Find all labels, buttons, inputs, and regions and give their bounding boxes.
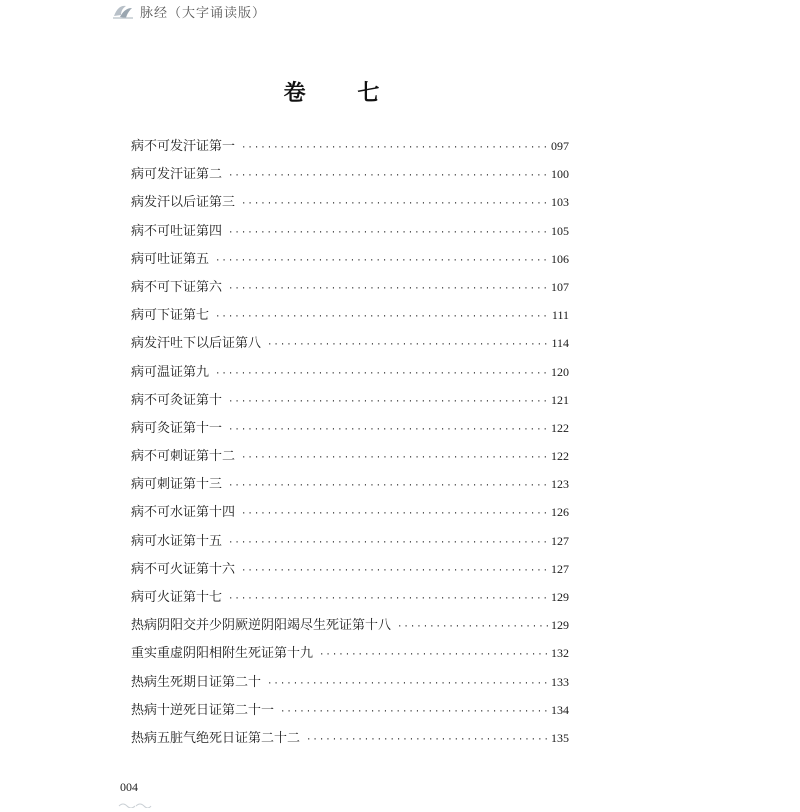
toc-entry-page: 120 bbox=[551, 364, 569, 379]
toc-entry-page: 097 bbox=[551, 139, 569, 153]
toc-entry[interactable] bbox=[131, 358, 569, 386]
toc-entry-page: 123 bbox=[551, 477, 569, 492]
toc-entry-page: 132 bbox=[551, 646, 569, 661]
toc-entry-title: 热病生死期日证第二十 bbox=[131, 674, 262, 690]
toc-dot-leader bbox=[241, 190, 549, 218]
footer-ornament-icon bbox=[118, 793, 152, 800]
toc-entry[interactable] bbox=[131, 555, 569, 583]
toc-dot-leader bbox=[241, 500, 549, 528]
toc-entry[interactable] bbox=[131, 301, 569, 329]
toc-entry-page: 122 bbox=[551, 420, 569, 435]
toc-entry-page: 107 bbox=[551, 279, 569, 294]
toc-entry-page: 127 bbox=[551, 561, 569, 576]
toc-entry[interactable] bbox=[131, 527, 569, 555]
toc-entry-title: 热病阴阳交并少阴厥逆阴阳竭尽生死证第十八 bbox=[131, 618, 392, 634]
toc-entry-page: 135 bbox=[551, 730, 569, 745]
toc-entry[interactable] bbox=[131, 273, 569, 301]
toc-entry-page: 129 bbox=[551, 618, 569, 633]
toc-entry[interactable] bbox=[131, 696, 569, 724]
toc-entry[interactable] bbox=[131, 583, 569, 611]
running-header bbox=[112, 0, 266, 22]
toc-dot-leader bbox=[241, 134, 549, 162]
toc-entry-title: 热病五脏气绝死日证第二十二 bbox=[131, 730, 301, 746]
toc-entry[interactable] bbox=[131, 668, 569, 696]
toc-entry-title: 热病十逆死日证第二十一 bbox=[131, 702, 275, 718]
toc-entry-page: 133 bbox=[551, 674, 569, 689]
toc-entry-page: 103 bbox=[551, 195, 569, 210]
toc-dot-leader bbox=[306, 726, 549, 754]
toc-entry-page: 126 bbox=[551, 505, 569, 520]
toc-dot-leader bbox=[215, 360, 549, 388]
toc-entry-page: 111 bbox=[551, 308, 569, 323]
toc-entry-title: 病不可发汗证第一 bbox=[131, 139, 236, 154]
toc-entry-title: 病可吐证第五 bbox=[131, 251, 210, 267]
toc-dot-leader bbox=[228, 388, 549, 416]
toc-entry-title: 病不可刺证第十二 bbox=[131, 449, 236, 465]
toc-entry[interactable] bbox=[131, 414, 569, 442]
toc-entry[interactable] bbox=[131, 611, 569, 639]
toc-entry-title: 病可灸证第十一 bbox=[131, 420, 223, 436]
toc-entry-page: 122 bbox=[551, 449, 569, 464]
toc-entry[interactable] bbox=[131, 498, 569, 526]
toc-entry[interactable] bbox=[131, 442, 569, 470]
table-of-contents bbox=[131, 132, 569, 752]
toc-entry[interactable] bbox=[131, 160, 569, 188]
toc-entry-page: 121 bbox=[551, 392, 569, 407]
toc-entry-page: 106 bbox=[551, 251, 569, 266]
toc-entry-page: 114 bbox=[551, 336, 569, 351]
toc-entry[interactable] bbox=[131, 724, 569, 752]
toc-dot-leader bbox=[267, 331, 549, 359]
toc-entry-title: 病可温证第九 bbox=[131, 364, 210, 380]
toc-dot-leader bbox=[228, 472, 549, 500]
book-title: 脉经（大字诵读版） bbox=[140, 5, 267, 21]
toc-entry-title: 病可水证第十五 bbox=[131, 533, 223, 549]
toc-dot-leader bbox=[228, 585, 549, 613]
book-logo-icon bbox=[112, 2, 134, 20]
toc-entry[interactable] bbox=[131, 386, 569, 414]
toc-entry-title: 病可发汗证第二 bbox=[131, 167, 223, 183]
toc-dot-leader bbox=[241, 557, 549, 585]
toc-entry[interactable] bbox=[131, 639, 569, 667]
toc-entry-title: 重实重虚阴阳相附生死证第十九 bbox=[131, 646, 314, 662]
toc-entry-page: 129 bbox=[551, 590, 569, 604]
toc-entry-title: 病不可火证第十六 bbox=[131, 561, 236, 577]
toc-dot-leader bbox=[241, 444, 549, 472]
toc-dot-leader bbox=[228, 162, 549, 190]
toc-entry-title: 病不可下证第六 bbox=[131, 279, 223, 295]
toc-entry-title: 病可下证第七 bbox=[131, 308, 210, 324]
toc-dot-leader bbox=[397, 613, 549, 641]
toc-entry-title: 病可火证第十七 bbox=[131, 590, 223, 605]
toc-dot-leader bbox=[319, 641, 549, 669]
toc-dot-leader bbox=[228, 275, 549, 303]
toc-entry[interactable] bbox=[131, 188, 569, 216]
toc-entry[interactable] bbox=[131, 470, 569, 498]
toc-entry-title: 病不可灸证第十 bbox=[131, 392, 223, 408]
toc-entry-title: 病发汗吐下以后证第八 bbox=[131, 336, 262, 352]
toc-dot-leader bbox=[215, 247, 549, 275]
toc-entry[interactable] bbox=[131, 132, 569, 160]
toc-dot-leader bbox=[228, 416, 549, 444]
toc-entry-page: 127 bbox=[551, 533, 569, 548]
toc-entry-page: 105 bbox=[551, 223, 569, 238]
toc-entry[interactable] bbox=[131, 245, 569, 273]
toc-dot-leader bbox=[215, 303, 550, 331]
toc-dot-leader bbox=[280, 698, 549, 726]
page-number: 004 bbox=[120, 780, 138, 794]
toc-entry-title: 病发汗以后证第三 bbox=[131, 195, 236, 211]
toc-dot-leader bbox=[228, 529, 549, 557]
toc-entry-page: 134 bbox=[551, 702, 569, 717]
toc-dot-leader bbox=[228, 219, 549, 247]
toc-dot-leader bbox=[267, 670, 549, 698]
toc-entry-title: 病可刺证第十三 bbox=[131, 477, 223, 493]
toc-entry-title: 病不可吐证第四 bbox=[131, 223, 223, 239]
toc-entry-page: 100 bbox=[551, 167, 569, 182]
toc-entry-title: 病不可水证第十四 bbox=[131, 505, 236, 521]
toc-entry[interactable] bbox=[131, 217, 569, 245]
toc-entry[interactable] bbox=[131, 329, 569, 357]
volume-title: 卷 七 bbox=[283, 80, 402, 106]
